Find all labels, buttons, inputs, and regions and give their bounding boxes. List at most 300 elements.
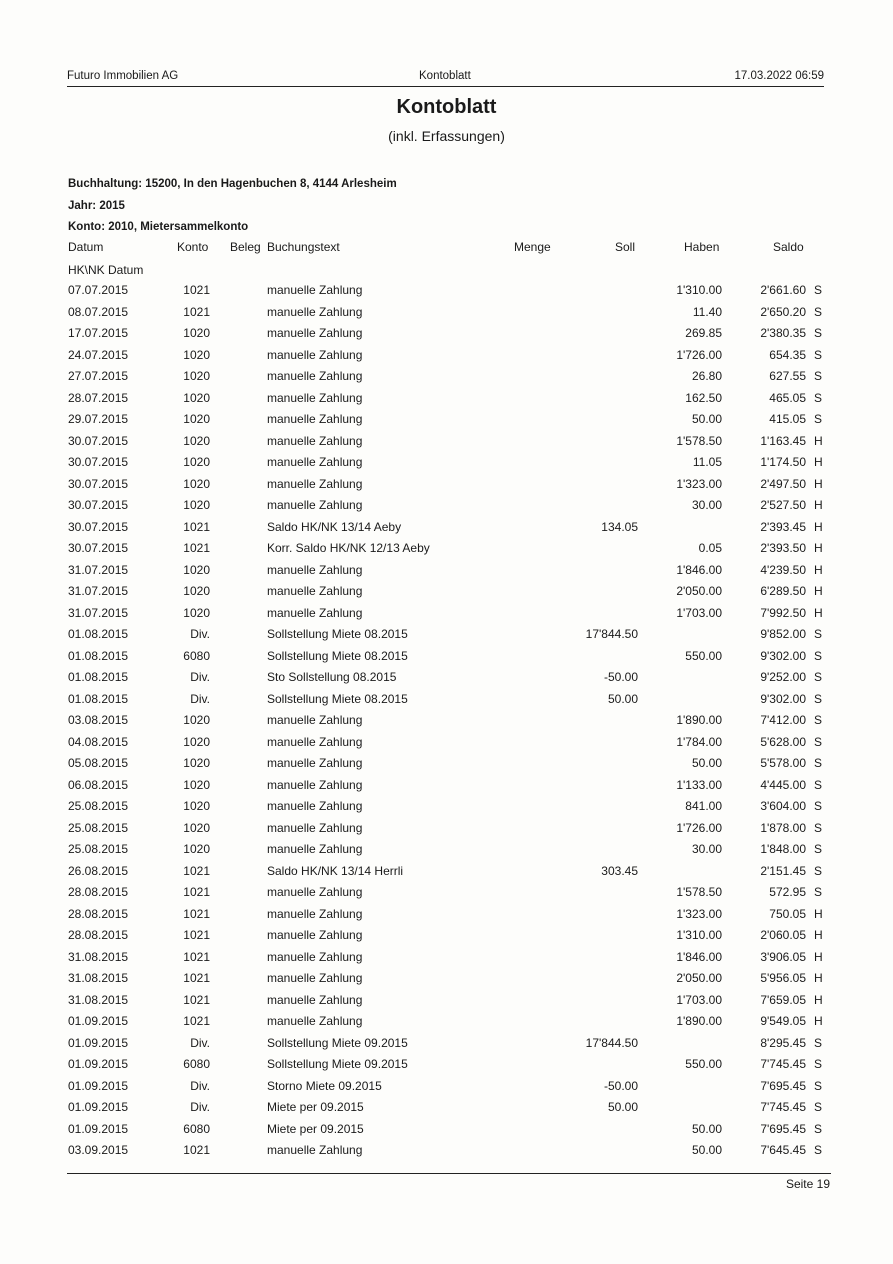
row-date: 30.07.2015: [68, 541, 129, 555]
row-buchungstext: manuelle Zahlung: [267, 326, 363, 340]
row-buchungstext: Miete per 09.2015: [267, 1121, 364, 1136]
row-haben: 50.00: [691, 1121, 722, 1136]
row-haben: 1'578.50: [676, 885, 722, 899]
row-date: 30.07.2015: [68, 433, 129, 448]
table-row: [0, 817, 893, 839]
table-row: [0, 645, 893, 667]
row-konto: 1020: [183, 605, 210, 620]
row-haben: 1'703.00: [676, 605, 722, 620]
row-date: 04.08.2015: [68, 734, 129, 749]
row-date: 01.09.2015: [68, 1035, 129, 1050]
row-buchungstext: Saldo HK/NK 13/14 Herrli: [267, 863, 404, 878]
row-saldo: 5'578.00: [760, 756, 806, 770]
row-konto: Div.: [190, 1100, 210, 1114]
row-soll-haben-flag: S: [814, 1035, 823, 1050]
row-konto: 1021: [183, 1143, 210, 1157]
row-haben: 1'726.00: [676, 820, 722, 835]
table-row: [0, 1053, 893, 1075]
row-konto: Div.: [190, 627, 210, 641]
col-haben: Haben: [684, 240, 720, 254]
row-konto: 1020: [183, 777, 210, 792]
row-date: 01.09.2015: [68, 1121, 129, 1136]
col-datum: Datum: [68, 240, 104, 254]
row-soll-haben-flag: H: [814, 971, 823, 985]
row-konto: 1020: [183, 412, 210, 426]
row-buchungstext: manuelle Zahlung: [267, 1143, 363, 1157]
row-soll-haben-flag: H: [814, 1014, 823, 1028]
col-hk-nk-datum: HK\NK Datum: [68, 263, 144, 277]
row-buchungstext: Miete per 09.2015: [267, 1100, 364, 1114]
row-konto: 1021: [183, 541, 210, 555]
row-konto: 1021: [183, 971, 210, 985]
company-name: Futuro Immobilien AG: [67, 70, 179, 82]
row-saldo: 7'745.45: [760, 1057, 806, 1071]
row-soll-haben-flag: S: [814, 627, 823, 641]
row-buchungstext: Sollstellung Miete 08.2015: [267, 627, 408, 641]
row-konto: 1020: [183, 799, 210, 813]
row-konto: 1021: [183, 1014, 210, 1028]
row-buchungstext: manuelle Zahlung: [267, 283, 363, 297]
row-soll-haben-flag: H: [814, 928, 823, 942]
row-konto: 1021: [183, 992, 210, 1007]
row-haben: 1'846.00: [676, 949, 722, 964]
row-buchungstext: manuelle Zahlung: [267, 928, 363, 942]
row-soll-haben-flag: H: [814, 906, 823, 921]
table-row: [0, 838, 893, 860]
row-date: 27.07.2015: [68, 369, 129, 383]
row-konto: 1020: [183, 734, 210, 749]
table-row: [0, 344, 893, 366]
row-saldo: 3'604.00: [760, 799, 806, 813]
row-haben: 1'310.00: [676, 283, 722, 297]
table-row: [0, 580, 893, 602]
row-buchungstext: manuelle Zahlung: [267, 992, 363, 1007]
row-saldo: 6'289.50: [760, 584, 806, 598]
table-row: [0, 1096, 893, 1118]
row-soll-haben-flag: S: [814, 863, 823, 878]
row-konto: Div.: [190, 1035, 210, 1050]
row-saldo: 1'174.50: [760, 455, 806, 469]
row-date: 01.08.2015: [68, 627, 129, 641]
row-soll-haben-flag: S: [814, 1143, 823, 1157]
table-row: [0, 731, 893, 753]
row-soll-haben-flag: S: [814, 820, 823, 835]
row-buchungstext: Korr. Saldo HK/NK 12/13 Aeby: [267, 541, 430, 555]
row-soll-haben-flag: H: [814, 455, 823, 469]
row-saldo: 572.95: [769, 885, 806, 899]
row-soll-haben-flag: S: [814, 326, 823, 340]
row-saldo: 5'628.00: [760, 734, 806, 749]
row-saldo: 2'393.45: [760, 519, 806, 534]
row-soll-haben-flag: H: [814, 605, 823, 620]
row-date: 01.09.2015: [68, 1014, 129, 1028]
row-soll-haben-flag: S: [814, 670, 823, 684]
row-saldo: 1'878.00: [760, 820, 806, 835]
row-haben: 1'133.00: [676, 777, 722, 792]
table-row: [0, 860, 893, 882]
table-row: [0, 989, 893, 1011]
row-date: 31.08.2015: [68, 949, 129, 964]
row-saldo: 627.55: [769, 369, 806, 383]
col-konto: Konto: [177, 240, 209, 254]
row-date: 28.08.2015: [68, 885, 129, 899]
row-haben: 30.00: [691, 842, 722, 856]
print-datetime: 17.03.2022 06:59: [734, 70, 824, 82]
row-date: 03.08.2015: [68, 713, 129, 727]
row-buchungstext: manuelle Zahlung: [267, 433, 363, 448]
row-soll-haben-flag: S: [814, 1057, 823, 1071]
table-row: [0, 688, 893, 710]
row-buchungstext: manuelle Zahlung: [267, 476, 363, 491]
row-date: 30.07.2015: [68, 498, 129, 512]
row-saldo: 7'992.50: [760, 605, 806, 620]
row-soll-haben-flag: S: [814, 304, 823, 319]
row-date: 01.08.2015: [68, 691, 129, 706]
row-date: 30.07.2015: [68, 519, 129, 534]
row-buchungstext: Sollstellung Miete 08.2015: [267, 691, 408, 706]
row-soll: 17'844.50: [585, 1035, 638, 1050]
row-saldo: 7'695.45: [760, 1078, 806, 1093]
table-row: [0, 322, 893, 344]
row-saldo: 8'295.45: [760, 1035, 806, 1050]
row-soll-haben-flag: H: [814, 498, 823, 512]
row-soll-haben-flag: H: [814, 562, 823, 577]
ledger-table: [0, 279, 893, 1161]
table-row: [0, 1139, 893, 1161]
row-saldo: 1'163.45: [760, 433, 806, 448]
row-buchungstext: manuelle Zahlung: [267, 842, 363, 856]
row-haben: 2'050.00: [676, 971, 722, 985]
row-date: 08.07.2015: [68, 304, 129, 319]
row-date: 31.07.2015: [68, 562, 129, 577]
row-date: 26.08.2015: [68, 863, 129, 878]
row-konto: 1020: [183, 842, 210, 856]
row-konto: 1020: [183, 562, 210, 577]
row-saldo: 9'302.00: [760, 691, 806, 706]
row-konto: Div.: [190, 691, 210, 706]
row-buchungstext: Sto Sollstellung 08.2015: [267, 670, 397, 684]
col-menge: Menge: [514, 240, 551, 254]
row-soll-haben-flag: S: [814, 713, 823, 727]
row-saldo: 9'252.00: [760, 670, 806, 684]
row-saldo: 9'302.00: [760, 648, 806, 663]
table-row: [0, 774, 893, 796]
row-date: 01.08.2015: [68, 648, 129, 663]
row-haben: 1'846.00: [676, 562, 722, 577]
row-date: 31.08.2015: [68, 992, 129, 1007]
row-haben: 50.00: [691, 756, 722, 770]
row-konto: 1021: [183, 283, 210, 297]
row-buchungstext: manuelle Zahlung: [267, 1014, 363, 1028]
row-buchungstext: manuelle Zahlung: [267, 734, 363, 749]
row-saldo: 3'906.05: [760, 949, 806, 964]
row-saldo: 4'445.00: [760, 777, 806, 792]
row-konto: 1020: [183, 584, 210, 598]
row-buchungstext: manuelle Zahlung: [267, 971, 363, 985]
row-konto: 1020: [183, 820, 210, 835]
row-buchungstext: manuelle Zahlung: [267, 562, 363, 577]
row-saldo: 4'239.50: [760, 562, 806, 577]
row-konto: 1021: [183, 304, 210, 319]
row-soll-haben-flag: S: [814, 412, 823, 426]
row-date: 31.07.2015: [68, 584, 129, 598]
row-saldo: 465.05: [769, 390, 806, 405]
table-row: [0, 623, 893, 645]
row-konto: 1021: [183, 863, 210, 878]
row-soll-haben-flag: S: [814, 369, 823, 383]
row-buchungstext: Sollstellung Miete 09.2015: [267, 1057, 408, 1071]
page-title: Kontoblatt: [396, 96, 497, 118]
table-row: [0, 666, 893, 688]
row-soll-haben-flag: S: [814, 799, 823, 813]
row-soll: 134.05: [601, 519, 638, 534]
row-konto: Div.: [190, 670, 210, 684]
row-saldo: 2'661.60: [760, 283, 806, 297]
row-konto: 1021: [183, 885, 210, 899]
row-konto: 1020: [183, 390, 210, 405]
col-buchungstext: Buchungstext: [267, 240, 340, 254]
row-saldo: 2'527.50: [760, 498, 806, 512]
row-konto: 1020: [183, 347, 210, 362]
page-number: Seite 19: [785, 1177, 830, 1191]
row-buchungstext: Sollstellung Miete 08.2015: [267, 648, 408, 663]
row-konto: 1021: [183, 928, 210, 942]
table-row: [0, 602, 893, 624]
row-date: 25.08.2015: [68, 820, 129, 835]
row-buchungstext: manuelle Zahlung: [267, 713, 363, 727]
row-konto: 1021: [183, 949, 210, 964]
row-saldo: 750.05: [769, 906, 806, 921]
col-soll: Soll: [615, 240, 636, 254]
row-soll-haben-flag: H: [814, 433, 823, 448]
row-haben: 1'890.00: [676, 1014, 722, 1028]
row-saldo: 654.35: [769, 347, 806, 362]
row-saldo: 2'151.45: [760, 863, 806, 878]
row-soll: 50.00: [607, 691, 638, 706]
table-row: [0, 408, 893, 430]
table-row: [0, 451, 893, 473]
row-haben: 1'323.00: [676, 906, 722, 921]
row-soll-haben-flag: H: [814, 519, 823, 534]
row-konto: 1020: [183, 455, 210, 469]
row-saldo: 2'497.50: [760, 476, 806, 491]
table-row: [0, 430, 893, 452]
row-buchungstext: manuelle Zahlung: [267, 949, 363, 964]
row-soll-haben-flag: H: [814, 476, 823, 491]
row-soll-haben-flag: H: [814, 992, 823, 1007]
row-haben: 841.00: [685, 799, 722, 813]
row-date: 01.08.2015: [68, 670, 129, 684]
row-buchungstext: manuelle Zahlung: [267, 412, 363, 426]
row-soll: 17'844.50: [585, 627, 638, 641]
row-soll-haben-flag: S: [814, 691, 823, 706]
row-haben: 1'310.00: [676, 928, 722, 942]
row-konto: 1021: [183, 519, 210, 534]
row-konto: 6080: [183, 1121, 210, 1136]
row-buchungstext: manuelle Zahlung: [267, 756, 363, 770]
row-date: 25.08.2015: [68, 842, 129, 856]
row-haben: 11.40: [692, 304, 722, 319]
row-soll-haben-flag: S: [814, 1121, 823, 1136]
table-row: [0, 946, 893, 968]
row-buchungstext: manuelle Zahlung: [267, 906, 363, 921]
row-soll-haben-flag: S: [814, 756, 823, 770]
row-saldo: 9'549.05: [760, 1014, 806, 1028]
row-date: 06.08.2015: [68, 777, 129, 792]
row-soll-haben-flag: S: [814, 283, 823, 297]
meta-jahr: Jahr: 2015: [68, 200, 125, 212]
row-soll: 50.00: [607, 1100, 638, 1114]
row-date: 30.07.2015: [68, 455, 129, 469]
row-saldo: 9'852.00: [760, 627, 806, 641]
row-buchungstext: manuelle Zahlung: [267, 347, 363, 362]
table-row: [0, 537, 893, 559]
row-date: 01.09.2015: [68, 1078, 129, 1093]
row-haben: 162.50: [685, 390, 722, 405]
row-date: 01.09.2015: [68, 1100, 129, 1114]
row-date: 01.09.2015: [68, 1057, 129, 1071]
row-soll-haben-flag: S: [814, 347, 823, 362]
row-soll-haben-flag: S: [814, 842, 823, 856]
row-date: 30.07.2015: [68, 476, 129, 491]
row-buchungstext: Saldo HK/NK 13/14 Aeby: [267, 519, 402, 534]
row-soll-haben-flag: H: [814, 541, 823, 555]
table-row: [0, 516, 893, 538]
table-row: [0, 473, 893, 495]
row-buchungstext: manuelle Zahlung: [267, 799, 363, 813]
table-row: [0, 494, 893, 516]
row-haben: 550.00: [685, 648, 722, 663]
row-haben: 30.00: [691, 498, 722, 512]
meta-konto: Konto: 2010, Mietersammelkonto: [68, 221, 249, 233]
row-soll-haben-flag: S: [814, 1078, 823, 1093]
row-buchungstext: manuelle Zahlung: [267, 369, 363, 383]
row-soll: -50.00: [603, 1078, 638, 1093]
table-row: [0, 387, 893, 409]
row-soll-haben-flag: S: [814, 777, 823, 792]
table-row: [0, 1118, 893, 1140]
row-date: 25.08.2015: [68, 799, 129, 813]
table-row: [0, 1010, 893, 1032]
row-konto: Div.: [190, 1078, 210, 1093]
row-saldo: 2'060.05: [760, 928, 806, 942]
row-buchungstext: manuelle Zahlung: [267, 304, 363, 319]
row-saldo: 7'645.45: [760, 1143, 806, 1157]
row-saldo: 5'956.05: [760, 971, 806, 985]
row-saldo: 7'745.45: [760, 1100, 806, 1114]
table-row: [0, 881, 893, 903]
row-haben: 269.85: [685, 326, 722, 340]
meta-buchhaltung: Buchhaltung: 15200, In den Hagenbuchen 8, 4144 Arlesheim: [68, 178, 397, 190]
row-konto: 1020: [183, 369, 210, 383]
row-buchungstext: manuelle Zahlung: [267, 455, 363, 469]
row-buchungstext: Sollstellung Miete 09.2015: [267, 1035, 408, 1050]
row-konto: 6080: [183, 1057, 210, 1071]
table-row: [0, 365, 893, 387]
row-konto: 1020: [183, 713, 210, 727]
row-soll-haben-flag: H: [814, 584, 823, 598]
row-konto: 1020: [183, 326, 210, 340]
table-row: [0, 795, 893, 817]
table-row: [0, 924, 893, 946]
row-saldo: 2'650.20: [760, 304, 806, 319]
row-saldo: 7'659.05: [760, 992, 806, 1007]
row-konto: 1020: [183, 498, 210, 512]
row-date: 28.08.2015: [68, 928, 129, 942]
row-date: 28.08.2015: [68, 906, 129, 921]
row-saldo: 415.05: [769, 412, 806, 426]
table-row: [0, 709, 893, 731]
row-date: 05.08.2015: [68, 756, 129, 770]
row-soll-haben-flag: S: [814, 390, 823, 405]
table-row: [0, 752, 893, 774]
row-saldo: 2'380.35: [760, 326, 806, 340]
row-haben: 1'784.00: [676, 734, 722, 749]
table-row: [0, 559, 893, 581]
row-saldo: 1'848.00: [760, 842, 806, 856]
footer-divider: [67, 1173, 831, 1174]
row-date: 28.07.2015: [68, 390, 129, 405]
row-haben: 11.05: [692, 455, 722, 469]
row-soll-haben-flag: S: [814, 1100, 823, 1114]
row-saldo: 7'695.45: [760, 1121, 806, 1136]
row-soll-haben-flag: H: [814, 949, 823, 964]
row-soll: -50.00: [603, 670, 638, 684]
row-konto: 6080: [183, 648, 210, 663]
row-date: 24.07.2015: [68, 347, 129, 362]
row-buchungstext: manuelle Zahlung: [267, 885, 363, 899]
row-haben: 50.00: [691, 412, 722, 426]
row-buchungstext: Storno Miete 09.2015: [267, 1078, 382, 1093]
row-haben: 0.05: [698, 541, 722, 555]
row-soll-haben-flag: S: [814, 734, 823, 749]
row-haben: 26.80: [691, 369, 722, 383]
table-row: [0, 1075, 893, 1097]
page-header: [67, 68, 824, 87]
row-haben: 550.00: [685, 1057, 722, 1071]
table-row: [0, 279, 893, 301]
table-row: [0, 903, 893, 925]
row-buchungstext: manuelle Zahlung: [267, 820, 363, 835]
row-buchungstext: manuelle Zahlung: [267, 605, 363, 620]
row-haben: 50.00: [691, 1143, 722, 1157]
row-buchungstext: manuelle Zahlung: [267, 498, 363, 512]
table-row: [0, 1032, 893, 1054]
row-haben: 1'578.50: [676, 433, 722, 448]
row-haben: 1'323.00: [676, 476, 722, 491]
row-buchungstext: manuelle Zahlung: [267, 777, 363, 792]
table-row: [0, 967, 893, 989]
row-konto: 1020: [183, 433, 210, 448]
row-haben: 2'050.00: [676, 584, 722, 598]
row-date: 03.09.2015: [68, 1143, 129, 1157]
header-doc-type: Kontoblatt: [419, 70, 471, 82]
row-buchungstext: manuelle Zahlung: [267, 584, 363, 598]
row-buchungstext: manuelle Zahlung: [267, 390, 363, 405]
row-soll-haben-flag: S: [814, 648, 823, 663]
row-haben: 1'890.00: [676, 713, 722, 727]
row-date: 31.07.2015: [68, 605, 129, 620]
row-soll: 303.45: [601, 863, 638, 878]
row-date: 29.07.2015: [68, 412, 129, 426]
row-date: 07.07.2015: [68, 283, 129, 297]
row-konto: 1021: [183, 906, 210, 921]
row-konto: 1020: [183, 476, 210, 491]
row-saldo: 2'393.50: [760, 541, 806, 555]
row-konto: 1020: [183, 756, 210, 770]
row-haben: 1'703.00: [676, 992, 722, 1007]
row-date: 31.08.2015: [68, 971, 129, 985]
